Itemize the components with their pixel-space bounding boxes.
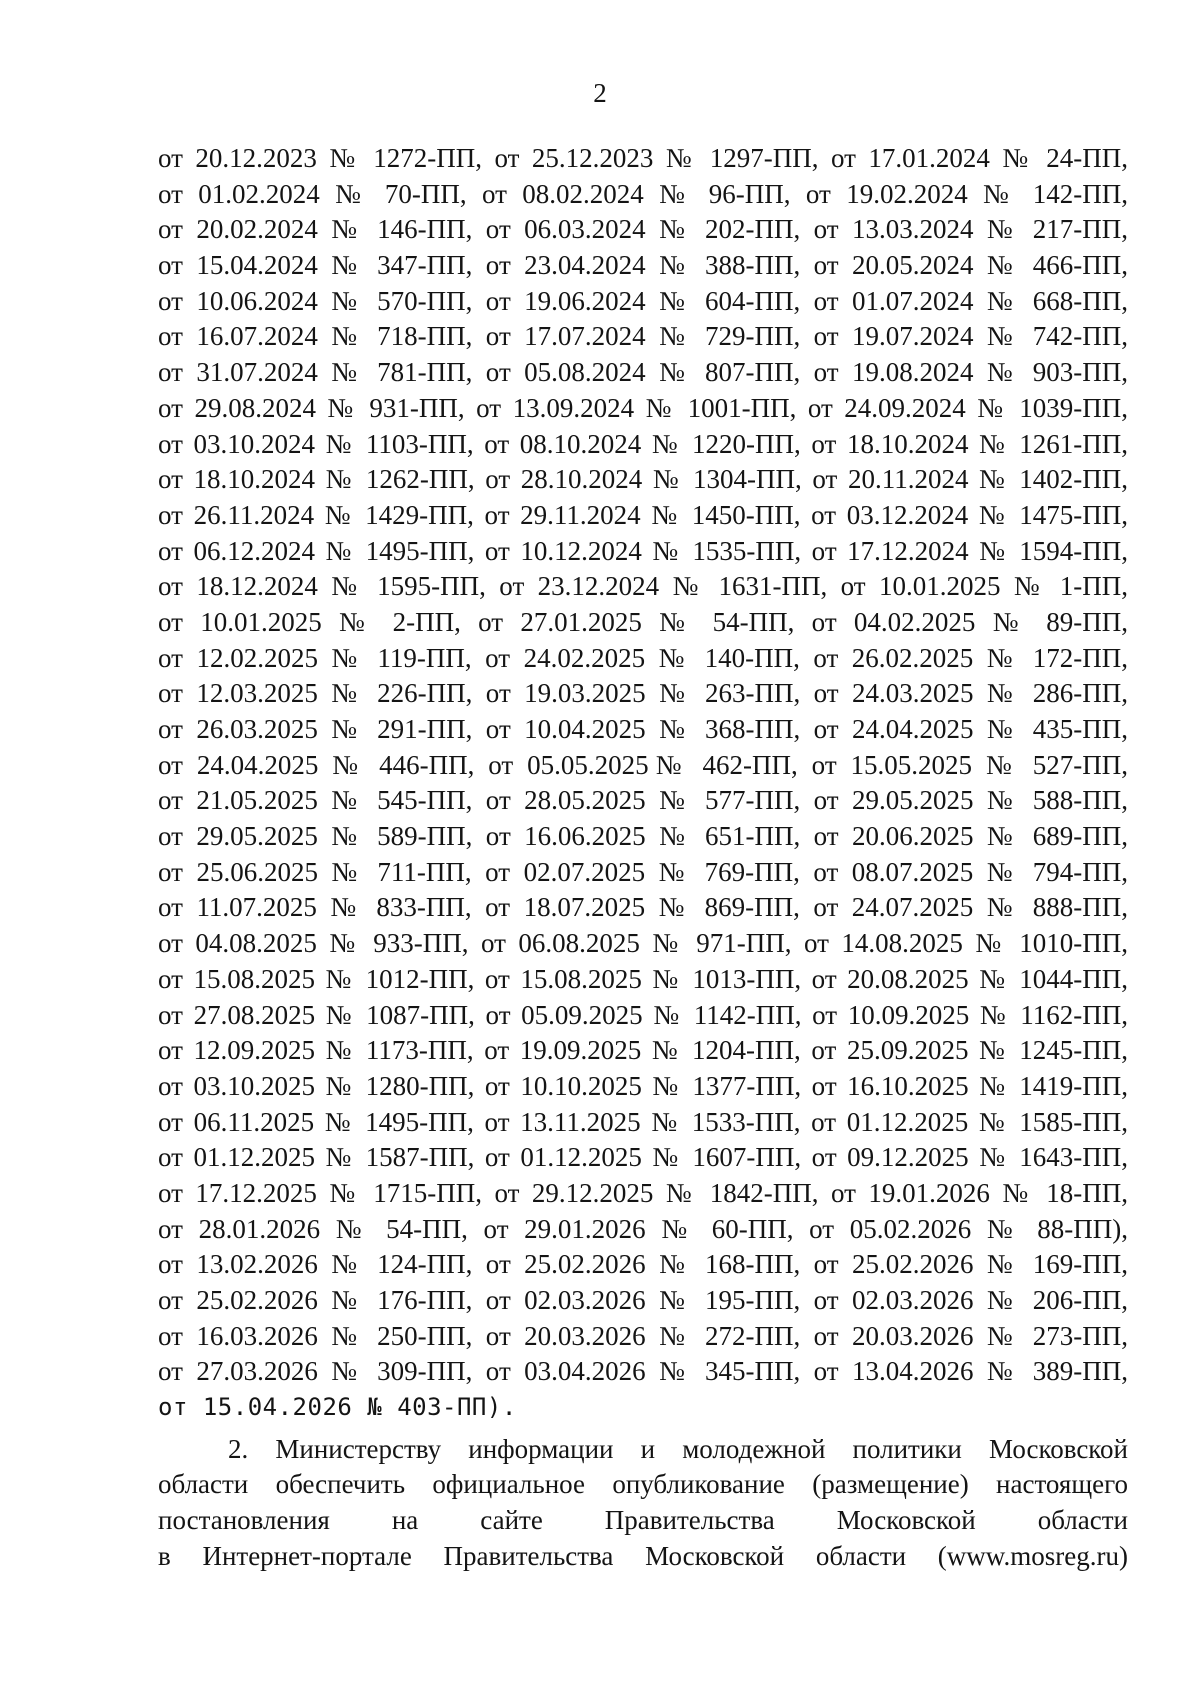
decree-line: от 03.10.2024 № 1103-ПП, от 08.10.2024 № 1220-ПП, от 18.10.2024 № 1261-ПП, xyxy=(158,428,1128,459)
paragraph-line: области обеспечить официальное опубликование (размещение) настоящего xyxy=(158,1469,1128,1500)
decree-line: от 10.06.2024 № 570-ПП, от 19.06.2024 № 604-ПП, от 01.07.2024 № 668-ПП, xyxy=(158,285,1128,316)
decree-line: от 27.08.2025 № 1087-ПП, от 05.09.2025 № 1142-ПП, от 10.09.2025 № 1162-ПП, xyxy=(158,999,1128,1030)
decree-line: от 15.04.2024 № 347-ПП, от 23.04.2024 № 388-ПП, от 20.05.2024 № 466-ПП, xyxy=(158,250,1128,281)
decree-line: от 03.10.2025 № 1280-ПП, от 10.10.2025 № 1377-ПП, от 16.10.2025 № 1419-ПП, xyxy=(158,1070,1128,1101)
decree-line: от 04.08.2025 № 933-ПП, от 06.08.2025 № 971-ПП, от 14.08.2025 № 1010-ПП, xyxy=(158,928,1128,959)
decree-line: от 06.11.2025 № 1495-ПП, от 13.11.2025 № 1533-ПП, от 01.12.2025 № 1585-ПП, xyxy=(158,1106,1128,1137)
decree-line: от 26.03.2025 № 291-ПП, от 10.04.2025 № 368-ПП, от 24.04.2025 № 435-ПП, xyxy=(158,714,1128,744)
decree-line: от 15.08.2025 № 1012-ПП, от 15.08.2025 № 1013-ПП, от 20.08.2025 № 1044-ПП, xyxy=(158,963,1128,994)
decree-line: от 10.01.2025 № 2-ПП, от 27.01.2025 № 54-ПП, от 04.02.2025 № 89-ПП, xyxy=(158,606,1128,637)
decree-line: от 29.08.2024 № 931-ПП, от 13.09.2024 № 1001-ПП, от 24.09.2024 № 1039-ПП, xyxy=(158,392,1128,423)
page-number: 2 xyxy=(593,78,607,108)
decree-reference-list xyxy=(158,141,1128,1390)
decree-line: от 13.02.2026 № 124-ПП, от 25.02.2026 № 168-ПП, от 25.02.2026 № 169-ПП, xyxy=(158,1249,1128,1280)
decree-line: от 28.01.2026 № 54-ПП, от 29.01.2026 № 60-ПП, от 05.02.2026 № 88-ПП), xyxy=(158,1213,1128,1244)
decree-line: от 26.11.2024 № 1429-ПП, от 29.11.2024 № 1450-ПП, от 03.12.2024 № 1475-ПП, xyxy=(158,499,1128,530)
decree-line: от 21.05.2025 № 545-ПП, от 28.05.2025 № 577-ПП, от 29.05.2025 № 588-ПП, xyxy=(158,785,1128,816)
decree-line: от 18.10.2024 № 1262-ПП, от 28.10.2024 № 1304-ПП, от 20.11.2024 № 1402-ПП, xyxy=(158,464,1128,495)
decree-line: от 11.07.2025 № 833-ПП, от 18.07.2025 № 869-ПП, от 24.07.2025 № 888-ПП, xyxy=(158,892,1128,923)
decree-line: от 25.06.2025 № 711-ПП, от 02.07.2025 № 769-ПП, от 08.07.2025 № 794-ПП, xyxy=(158,856,1128,887)
decree-line: от 20.12.2023 № 1272-ПП, от 25.12.2023 № 1297-ПП, от 17.01.2024 № 24-ПП, xyxy=(158,143,1128,173)
decree-line: от 12.09.2025 № 1173-ПП, от 19.09.2025 № 1204-ПП, от 25.09.2025 № 1245-ПП, xyxy=(158,1035,1128,1066)
decree-line: от 16.07.2024 № 718-ПП, от 17.07.2024 № 729-ПП, от 19.07.2024 № 742-ПП, xyxy=(158,321,1128,352)
decree-line: от 27.03.2026 № 309-ПП, от 03.04.2026 № 345-ПП, от 13.04.2026 № 389-ПП, xyxy=(158,1356,1128,1387)
decree-line: от 24.04.2025 № 446-ПП, от 05.05.2025№ 462-ПП, от 15.05.2025 № 527-ПП, xyxy=(158,749,1128,780)
decree-line: от 12.02.2025 № 119-ПП, от 24.02.2025 № 140-ПП, от 26.02.2025 № 172-ПП, xyxy=(158,642,1128,673)
paragraph-line: в Интернет-портале Правительства Московской области (www.mosreg.ru) xyxy=(158,1540,1128,1571)
decree-line: от 01.12.2025 № 1587-ПП, от 01.12.2025 № 1607-ПП, от 09.12.2025 № 1643-ПП, xyxy=(158,1142,1128,1173)
decree-line: от 01.02.2024 № 70-ПП, от 08.02.2024 № 96-ПП, от 19.02.2024 № 142-ПП, xyxy=(158,178,1128,209)
decree-line: от 16.03.2026 № 250-ПП, от 20.03.2026 № 272-ПП, от 20.03.2026 № 273-ПП, xyxy=(158,1320,1128,1351)
paragraph-2 xyxy=(158,1432,1128,1575)
decree-line: от 29.05.2025 № 589-ПП, от 16.06.2025 № 651-ПП, от 20.06.2025 № 689-ПП, xyxy=(158,821,1128,852)
decree-line: от 18.12.2024 № 1595-ПП, от 23.12.2024 № 1631-ПП, от 10.01.2025 № 1-ПП, xyxy=(158,571,1128,602)
decree-line: от 31.07.2024 № 781-ПП, от 05.08.2024 № 807-ПП, от 19.08.2024 № 903-ПП, xyxy=(158,357,1128,388)
paragraph-line: 2. Министерству информации и молодежной политики Московской xyxy=(228,1433,1128,1464)
decree-line: от 12.03.2025 № 226-ПП, от 19.03.2025 № 263-ПП, от 24.03.2025 № 286-ПП, xyxy=(158,678,1128,709)
typed-decree-line: от 15.04.2026 № 403-ПП). xyxy=(158,1393,517,1422)
decree-line: от 06.12.2024 № 1495-ПП, от 10.12.2024 № 1535-ПП, от 17.12.2024 № 1594-ПП, xyxy=(158,535,1128,566)
decree-line: от 25.02.2026 № 176-ПП, от 02.03.2026 № 195-ПП, от 02.03.2026 № 206-ПП, xyxy=(158,1285,1128,1315)
decree-line: от 17.12.2025 № 1715-ПП, от 29.12.2025 № 1842-ПП, от 19.01.2026 № 18-ПП, xyxy=(158,1177,1128,1208)
decree-line: от 20.02.2024 № 146-ПП, от 06.03.2024 № 202-ПП, от 13.03.2024 № 217-ПП, xyxy=(158,214,1128,245)
document-body xyxy=(158,141,1128,1575)
paragraph-line: постановления на сайте Правительства Московской области xyxy=(158,1505,1128,1536)
